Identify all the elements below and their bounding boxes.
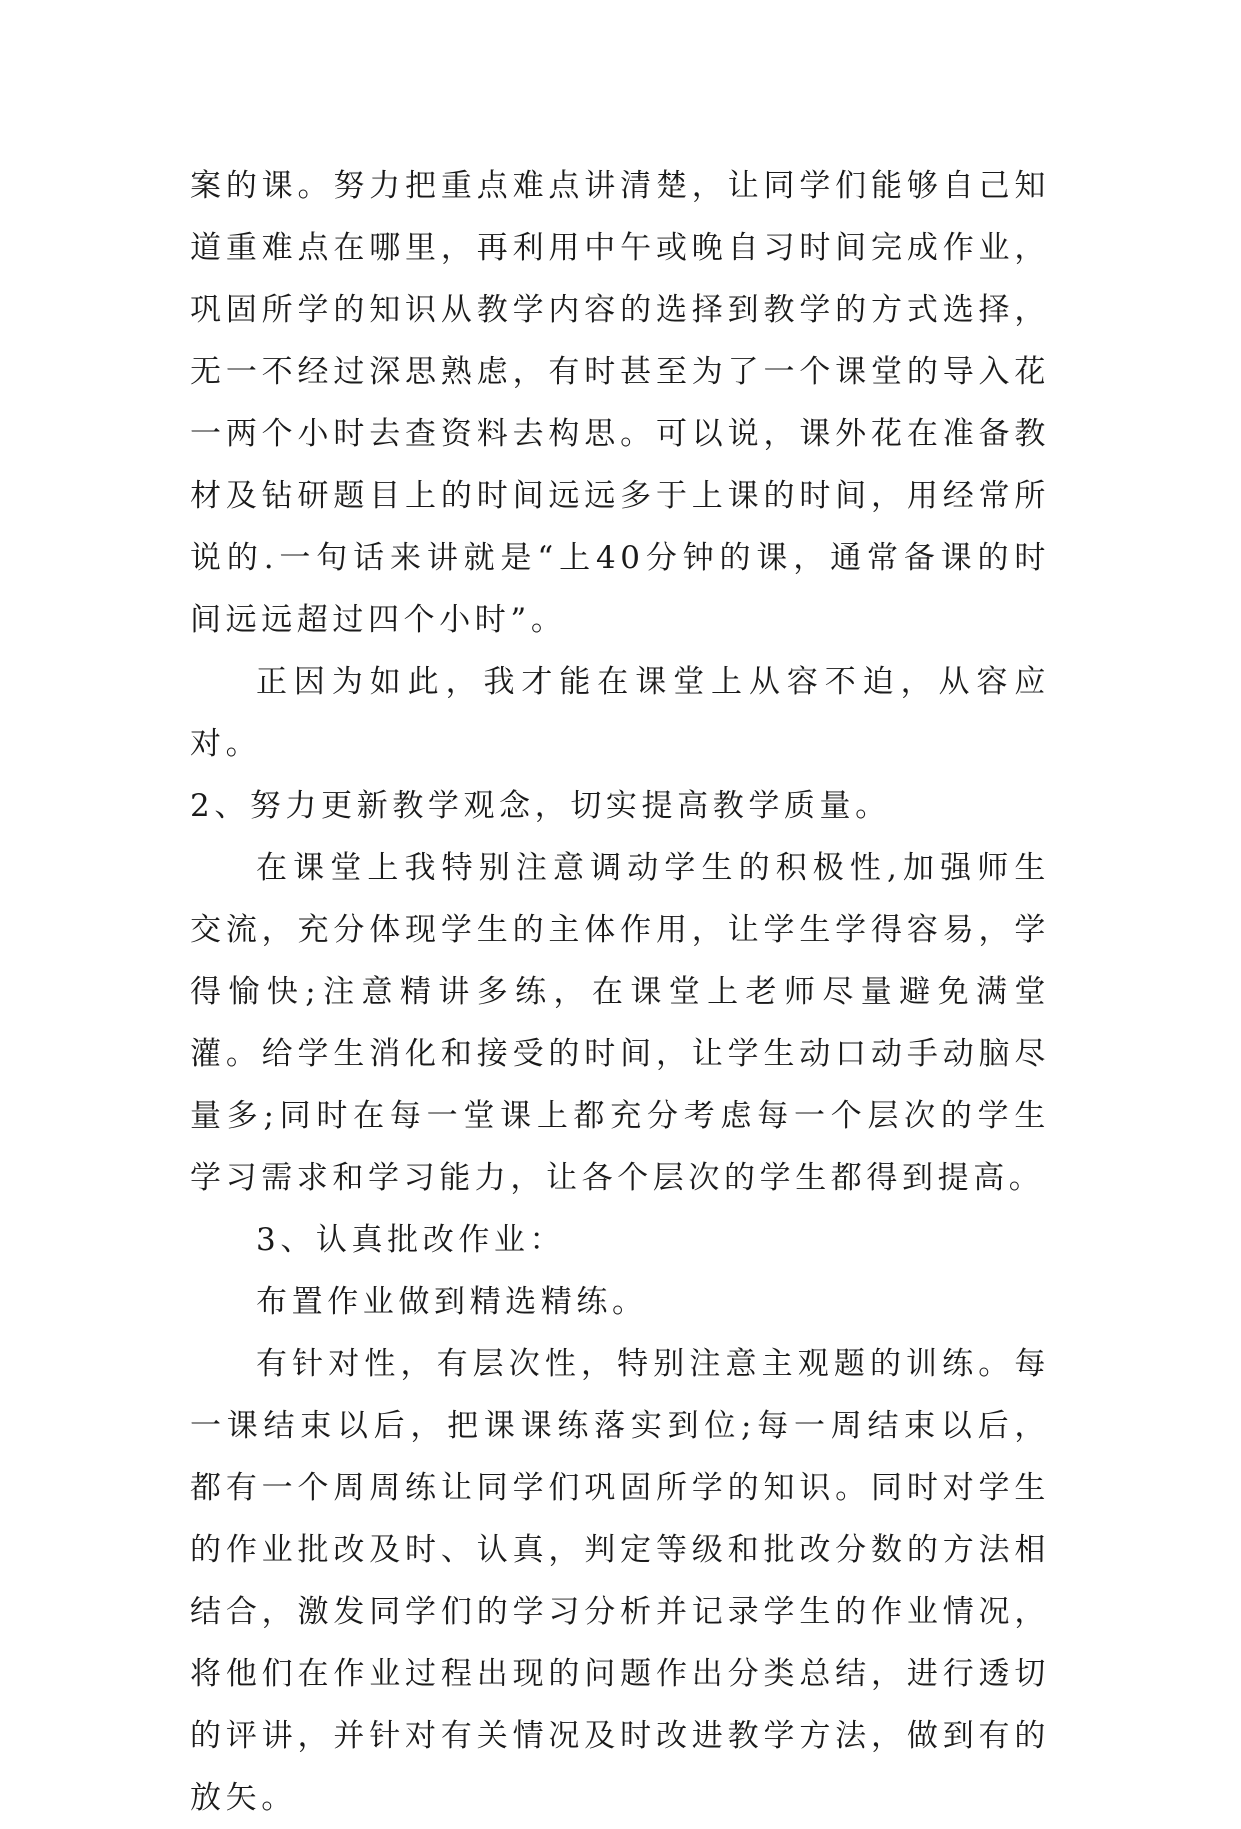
paragraph-homework-selection: 布置作业做到精选精练。 bbox=[256, 1284, 648, 1320]
paragraph-homework-practice: 有针对性，有层次性，特别注意主观题的训练。每一课结束以后，把课课练落实到位;每一周结束以后，都有一个周周练让同学们巩固所学的知识。同时对学生的作业批改及时、认真，判定等级和批改分数的方法相结合，激发同学们的学习分析并记录学生的作业情况，将他们在作业过程出现的问题作出分类总结，进行透切的评讲，并针对有关情况及时改进教学方法，做到有的放矢。 bbox=[190, 1346, 1050, 1816]
section-heading-teaching-concepts: 2、努力更新教学观念，切实提高教学质量。 bbox=[190, 788, 891, 824]
paragraph-lesson-prep: 案的课。努力把重点难点讲清楚，让同学们能够自己知道重难点在哪里，再利用中午或晚自习时间完成作业，巩固所学的知识从教学内容的选择到教学的方式选择，无一不经过深思熟虑，有时甚至为了一个课堂的导入花一两个小时去查资料去构思。可以说，课外花在准备教材及钻研题目上的时间远远多于上课的时间，用经常所说的.一句话来讲就是“上40分钟的课，通常备课的时间远远超过四个小时”。 bbox=[190, 168, 1050, 638]
paragraph-classroom-engagement: 在课堂上我特别注意调动学生的积极性,加强师生交流，充分体现学生的主体作用，让学生学得容易，学得愉快;注意精讲多练，在课堂上老师尽量避免满堂灌。给学生消化和接受的时间，让学生动口动手动脑尽量多;同时在每一堂课上都充分考虑每一个层次的学生学习需求和学习能力，让各个层次的学生都得到提高。 bbox=[190, 850, 1050, 1196]
paragraph-composure: 正因为如此，我才能在课堂上从容不迫，从容应对。 bbox=[190, 664, 1050, 762]
document-body bbox=[190, 155, 1050, 1829]
section-heading-homework-grading: 3、认真批改作业： bbox=[256, 1222, 566, 1258]
